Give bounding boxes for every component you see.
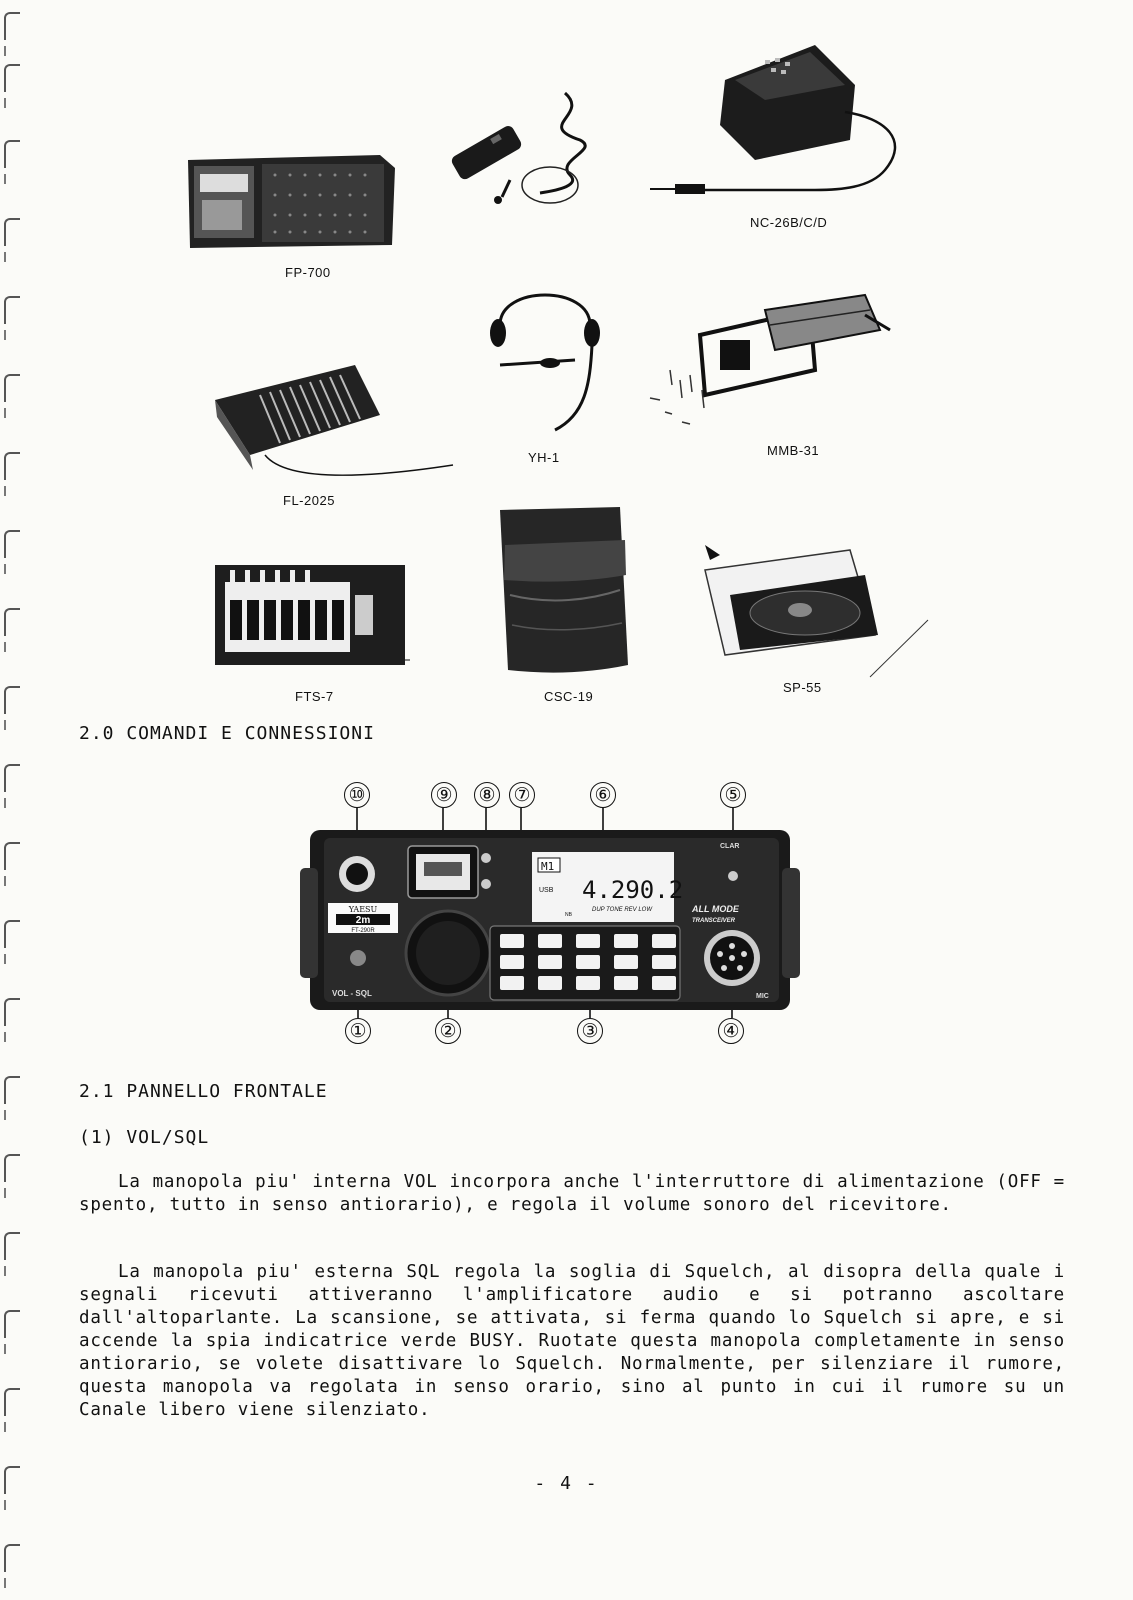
display-mode: M1 <box>541 860 555 873</box>
callout-2: ② <box>435 1018 461 1044</box>
mmb-31-caption: MMB-31 <box>767 443 820 458</box>
callout-10: ⑩ <box>344 782 370 808</box>
brand-label: YAESU <box>348 905 378 914</box>
all-mode-line1: ALL MODE <box>692 904 739 914</box>
display-frequency: 4.290.2 <box>582 876 684 904</box>
fp-700-photo <box>180 150 400 255</box>
nc-26-photo <box>645 40 915 210</box>
csc-19-caption: CSC-19 <box>544 689 594 704</box>
paragraph-sql: La manopola piu' esterna SQL regola la soglia di Squelch, al disopra della quale i segnali ricevuti attiveranno l'amplificatore audio e si potranno ascoltare dall'altoparlante. La scansione, se attivata, si ferma quando lo Squelch si apre, e si accende la spia indicatrice verde BUSY. Ruotate questa manopola completamente in senso antiorario, se volete disattivare lo Squelch. Normalmente, per silenziare il rumore, questa manopola va regolata in senso orario, sino al punto in cui il rumore su un Canale libero viene silenziato. <box>79 1262 1065 1420</box>
fts-7-photo <box>215 560 410 670</box>
item-title: (1) VOL/SQL <box>79 1127 210 1148</box>
mic-label: MIC <box>756 993 769 1000</box>
mmb-31-photo <box>620 290 895 440</box>
radio-front-panel <box>300 808 800 1033</box>
fl-2025-caption: FL-2025 <box>283 493 335 508</box>
clar-label: CLAR <box>720 843 740 850</box>
all-mode-line2: TRANSCEIVER <box>692 918 736 924</box>
binding-holes <box>0 0 26 1600</box>
callout-5: ⑤ <box>720 782 746 808</box>
callout-9: ⑨ <box>431 782 457 808</box>
callout-6: ⑥ <box>590 782 616 808</box>
callout-1: ① <box>345 1018 371 1044</box>
vol-sql-label: VOL - SQL <box>332 989 372 998</box>
callout-7: ⑦ <box>509 782 535 808</box>
yh-1-photo <box>480 285 610 450</box>
display-flags: DUP TONE REV LOW <box>592 907 653 913</box>
paragraph-vol: La manopola piu' interna VOL incorpora anche l'interruttore di alimentazione (OFF = spento, tutto in senso antiorario), e regola il volume sonoro del ricevitore. <box>79 1172 1065 1215</box>
callout-8: ⑧ <box>474 782 500 808</box>
display-usb: USB <box>539 887 554 894</box>
band-label: 2m <box>355 915 371 926</box>
fp-700-caption: FP-700 <box>285 265 331 280</box>
csc-19-photo <box>490 505 635 680</box>
fts-7-caption: FTS-7 <box>295 689 334 704</box>
sp-55-caption: SP-55 <box>783 680 822 695</box>
subsection-title: 2.1 PANNELLO FRONTALE <box>79 1081 328 1102</box>
yh-1-caption: YH-1 <box>528 450 560 465</box>
section-title: 2.0 COMANDI E CONNESSIONI <box>79 723 375 744</box>
fl-2025-photo <box>205 355 455 485</box>
microphone-photo <box>440 85 610 215</box>
display-nb: NB <box>565 912 572 918</box>
callout-3: ③ <box>577 1018 603 1044</box>
page-number: - 4 - <box>534 1473 599 1494</box>
nc-26-caption: NC-26B/C/D <box>750 215 828 230</box>
sp-55-photo <box>700 545 930 685</box>
model-label: FT-290R <box>351 928 375 934</box>
callout-4: ④ <box>718 1018 744 1044</box>
